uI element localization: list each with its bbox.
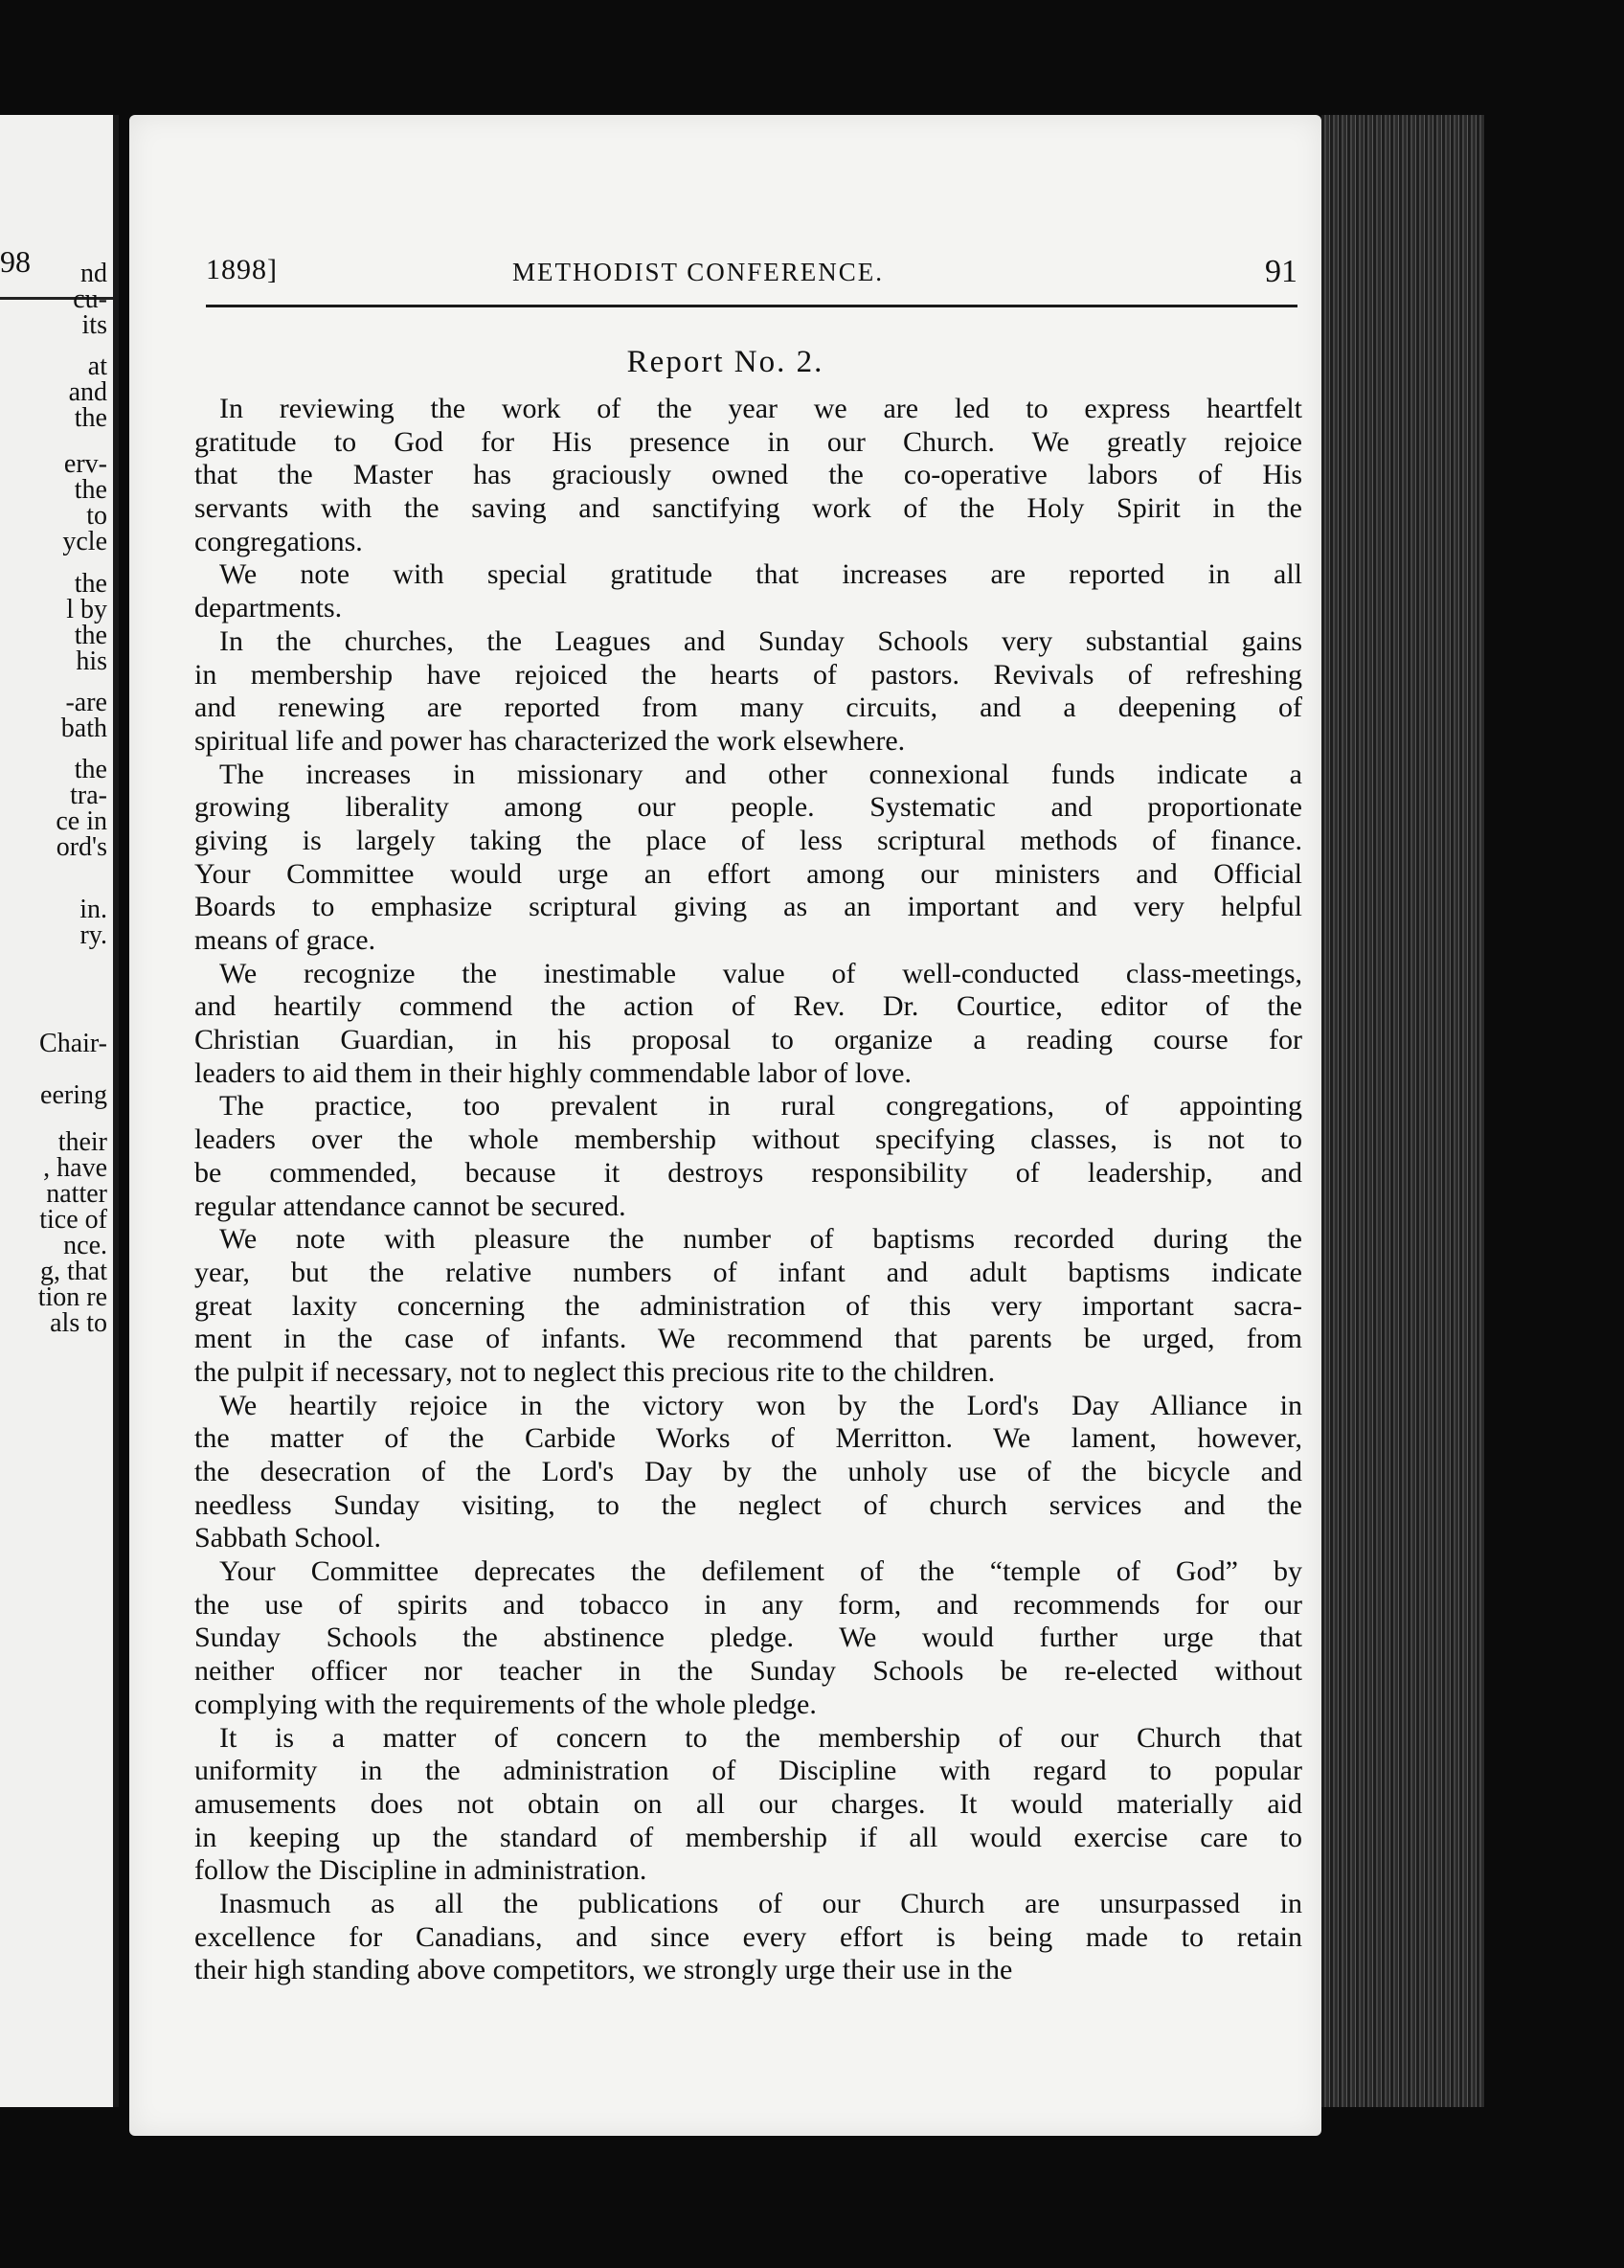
previous-page-fragment-line: ce in: [56, 806, 107, 836]
previous-page-fragment-line: the: [74, 475, 107, 506]
text-line: We note with pleasure the number of baptisms recorded during the: [219, 1223, 1302, 1256]
header-rule: [206, 305, 1297, 307]
text-line: Sunday Schools the abstinence pledge. We would further urge that: [194, 1622, 1302, 1654]
text-line: congregations.: [194, 525, 363, 557]
text-line: and heartily commend the action of Rev. Dr. Courtice, editor of the: [194, 990, 1302, 1023]
text-line: servants with the saving and sanctifying work of the Holy Spirit in the: [194, 492, 1302, 525]
report-body: [194, 393, 1302, 1987]
text-line: excellence for Canadians, and since every effort is being made to retain: [194, 1920, 1302, 1953]
text-line: and renewing are reported from many circuits, and a deepening of: [194, 692, 1302, 724]
previous-page-fragment-line: ord's: [56, 832, 107, 862]
previous-page-fragment-line: ycle: [62, 527, 107, 557]
previous-page-fragment: [0, 115, 119, 2107]
previous-page-fragment-line: ry.: [79, 919, 107, 950]
page-block-edges: [1321, 115, 1484, 2107]
text-line: departments.: [194, 592, 343, 624]
previous-page-fragment-line: nce.: [63, 1230, 107, 1260]
text-line: Christian Guardian, in his proposal to organize a reading course for: [194, 1024, 1302, 1056]
header-title: METHODIST CONFERENCE.: [512, 258, 885, 286]
previous-page-fragment-line: Chair-: [39, 1029, 107, 1059]
text-line: gratitude to God for His presence in our Church. We greatly rejoice: [194, 425, 1302, 458]
previous-page-fragment-line: -are: [65, 687, 107, 717]
text-line: Your Committee deprecates the defilement of the “temple of God” by: [219, 1555, 1302, 1588]
previous-page-fragment-line: nd: [80, 258, 107, 288]
previous-page-fragment-line: the: [74, 402, 107, 433]
text-line: means of grace.: [194, 924, 376, 956]
text-line: It is a matter of concern to the membership of our Church that: [219, 1721, 1302, 1754]
previous-page-fragment-line: tice of: [39, 1204, 107, 1235]
text-line: We recognize the inestimable value of well-conducted class-meetings,: [219, 957, 1302, 989]
previous-page-fragment-line: bath: [60, 713, 107, 743]
text-line: Your Committee would urge an effort among our ministers and Official: [194, 857, 1302, 890]
previous-page-fragment-line: the: [74, 620, 107, 650]
text-line: We note with special gratitude that increases are reported in all: [219, 558, 1302, 591]
text-line: Boards to emphasize scriptural giving as an important and very helpful: [194, 891, 1302, 923]
previous-page-fragment-line: in.: [79, 894, 107, 924]
text-line: be commended, because it destroys responsibility of leadership, and: [194, 1156, 1302, 1189]
previous-page-fragment-line: and: [68, 376, 107, 407]
running-header: [206, 254, 1297, 298]
previous-page-fragment-line: natter: [46, 1178, 107, 1209]
previous-page-fragment-line: als to: [50, 1307, 107, 1338]
page-number: 91: [1265, 254, 1297, 289]
text-line: neither officer nor teacher in the Sunday Schools be re-elected without: [194, 1655, 1302, 1688]
previous-page-fragment-line: , have: [43, 1152, 107, 1183]
text-line: Inasmuch as all the publications of our Church are unsurpassed in: [219, 1887, 1302, 1919]
text-line: needless Sunday visiting, to the neglect of church services and the: [194, 1488, 1302, 1521]
text-line: complying with the requirements of the whole pledge.: [194, 1688, 817, 1720]
previous-page-fragment-line: to: [86, 501, 107, 532]
previous-page-fragment-line: at: [87, 351, 107, 381]
text-line: uniformity in the administration of Discipline with regard to popular: [194, 1755, 1302, 1787]
previous-page-fragment-line: tra-: [70, 781, 107, 810]
text-line: in membership have rejoiced the hearts of pastors. Revivals of refreshing: [194, 658, 1302, 691]
text-line: ment in the case of infants. We recommend that parents be urged, from: [194, 1323, 1302, 1355]
header-year: 1898]: [206, 254, 278, 285]
previous-page-fragment-line: cu-: [73, 284, 107, 314]
previous-page-fragment-line: the: [74, 568, 107, 599]
text-line: We heartily rejoice in the victory won by the Lord's Day Alliance in: [219, 1389, 1302, 1421]
text-line: growing liberality among our people. Systematic and proportionate: [194, 791, 1302, 824]
book-page: [129, 115, 1321, 2136]
text-line: great laxity concerning the administration of this very important sacra-: [194, 1289, 1302, 1322]
previous-page-fragment-line: l by: [66, 594, 107, 624]
text-line: In the churches, the Leagues and Sunday Schools very substantial gains: [219, 624, 1302, 657]
previous-page-fragment-line: g, that: [40, 1256, 107, 1286]
text-line: their high standing above competitors, we strongly urge their use in the: [194, 1954, 1013, 1986]
text-line: the use of spirits and tobacco in any form, and recommends for our: [194, 1588, 1302, 1621]
text-line: Sabbath School.: [194, 1522, 381, 1554]
text-line: giving is largely taking the place of less scriptural methods of finance.: [194, 824, 1302, 856]
previous-page-fragment-line: their: [57, 1126, 107, 1157]
previous-page-fragment-line: tion re: [37, 1281, 107, 1312]
text-line: in keeping up the standard of membership if all would exercise care to: [194, 1821, 1302, 1853]
text-line: follow the Discipline in administration.: [194, 1854, 647, 1887]
text-line: year, but the relative numbers of infant and adult baptisms indicate: [194, 1256, 1302, 1288]
previous-page-fragment-line: erv-: [63, 449, 107, 480]
report-title: Report No. 2.: [626, 345, 824, 379]
text-line: leaders over the whole membership without specifying classes, is not to: [194, 1123, 1302, 1156]
text-line: leaders to aid them in their highly commendable labor of love.: [194, 1056, 912, 1089]
previous-page-fragment-line: its: [81, 309, 107, 340]
text-line: The practice, too prevalent in rural congregations, of appointing: [219, 1090, 1302, 1123]
text-line: the desecration of the Lord's Day by the unholy use of the bicycle and: [194, 1456, 1302, 1487]
text-line: spiritual life and power has characterized the work elsewhere.: [194, 724, 906, 757]
text-line: regular attendance cannot be secured.: [194, 1190, 626, 1222]
text-line: the matter of the Carbide Works of Merritton. We lament, however,: [194, 1422, 1302, 1455]
text-line: amusements does not obtain on all our charges. It would materially aid: [194, 1787, 1302, 1820]
previous-page-fragment-line: his: [76, 646, 107, 676]
text-line: that the Master has graciously owned the co-operative labors of His: [194, 459, 1302, 491]
previous-page-number: 98: [0, 244, 31, 279]
text-line: In reviewing the work of the year we are led to express heartfelt: [219, 393, 1302, 424]
text-line: the pulpit if necessary, not to neglect this precious rite to the children.: [194, 1355, 996, 1388]
text-line: The increases in missionary and other connexional funds indicate a: [219, 758, 1302, 790]
previous-page-fragment-line: eering: [40, 1080, 107, 1111]
previous-page-fragment-line: the: [74, 755, 107, 784]
